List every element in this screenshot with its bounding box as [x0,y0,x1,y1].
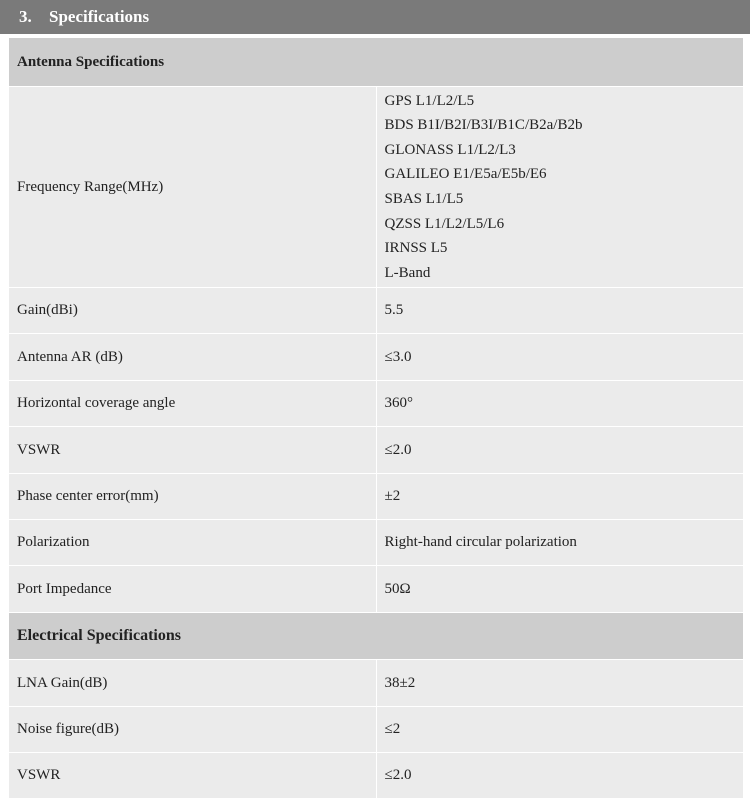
spec-value: ≤3.0 [376,334,744,381]
spec-value: 360° [376,381,744,427]
spec-label: VSWR [9,427,377,474]
frequency-item: IRNSS L5 [384,240,448,257]
spec-value: 5.5 [376,288,744,334]
frequency-item: BDS B1I/B2I/B3I/B1C/B2a/B2b [384,117,583,134]
frequency-item: GLONASS L1/L2/L3 [384,141,516,158]
table-row [9,753,744,799]
table-row [9,288,744,334]
spec-label: Polarization [9,520,377,566]
table-row [9,566,744,613]
spec-label: Port Impedance [9,566,377,613]
table-row [9,474,744,520]
spec-value: ±2 [376,474,744,520]
spec-label: Antenna AR (dB) [9,334,377,381]
frequency-item: L-Band [384,264,431,281]
table-row [9,87,744,288]
section-number: 3. [19,7,32,26]
spec-label: Gain(dBi) [9,288,377,334]
frequency-item: SBAS L1/L5 [384,191,464,207]
spec-value: Right-hand circular polarization [376,520,744,566]
antenna-section-title: Antenna Specifications [9,38,744,87]
table-row [9,707,744,753]
spec-label: Noise figure(dB) [9,707,377,753]
section-header [0,0,750,34]
spec-label: LNA Gain(dB) [9,660,377,707]
spec-value: ≤2.0 [376,753,744,799]
spec-label: Horizontal coverage angle [9,381,377,427]
section-title: Specifications [49,7,150,26]
frequency-list [376,87,744,288]
table-row [9,381,744,427]
frequency-item: GPS L1/L2/L5 [384,92,475,109]
antenna-section-header [9,38,744,87]
table-row [9,334,744,381]
spec-label: Phase center error(mm) [9,474,377,520]
table-row [9,660,744,707]
frequency-item: GALILEO E1/E5a/E5b/E6 [384,166,547,183]
spec-value: ≤2 [376,707,744,753]
electrical-section-title: Electrical Specifications [9,613,744,660]
spec-label: VSWR [9,753,377,799]
spec-table [8,37,744,799]
table-row [9,520,744,566]
table-row [9,427,744,474]
spec-value: 38±2 [376,660,744,707]
spec-value: ≤2.0 [376,427,744,474]
spec-value: 50Ω [376,566,744,613]
electrical-section-header [9,613,744,660]
frequency-item: QZSS L1/L2/L5/L6 [384,215,505,232]
spec-label: Frequency Range(MHz) [9,87,377,288]
